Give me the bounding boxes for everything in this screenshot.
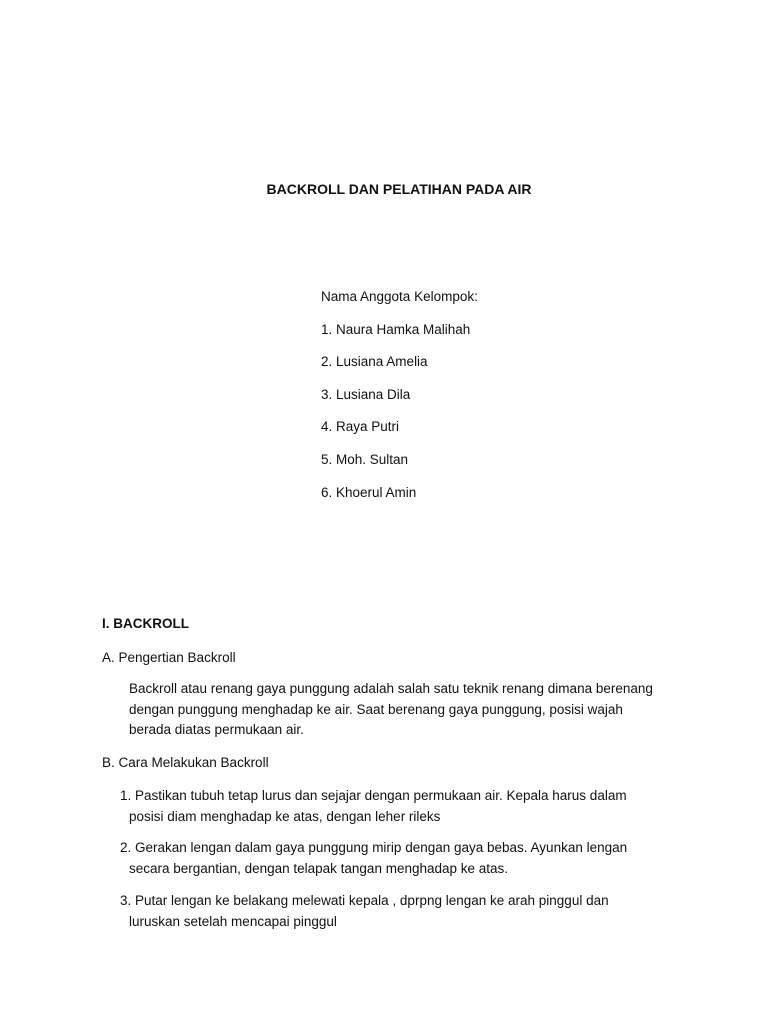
member-item: 3. Lusiana Dila — [321, 386, 411, 402]
paragraph-line: Backroll atau renang gaya punggung adalah salah satu teknik renang dimana berenang — [129, 681, 653, 696]
step-line: 2. Gerakan lengan dalam gaya punggung mirip dengan gaya bebas. Ayunkan lengan — [120, 840, 628, 855]
paragraph-line: berada diatas permukaan air. — [129, 722, 304, 737]
step-item — [120, 838, 680, 879]
step-line-continued: luruskan setelah mencapai pinggul — [129, 913, 337, 929]
section-heading-backroll: I. BACKROLL — [102, 616, 189, 631]
member-list — [321, 288, 721, 516]
document-title: BACKROLL DAN PELATIHAN PADA AIR — [266, 181, 532, 197]
step-line-continued: posisi diam menghadap ke atas, dengan leher rileks — [129, 808, 441, 824]
subheading-cara: B. Cara Melakukan Backroll — [102, 755, 269, 770]
step-line-continued: secara bergantian, dengan telapak tangan menghadap ke atas. — [129, 860, 509, 876]
members-heading: Nama Anggota Kelompok: — [321, 289, 478, 304]
subheading-pengertian: A. Pengertian Backroll — [102, 650, 236, 665]
paragraph-line: dengan punggung menghadap ke air. Saat berenang gaya punggung, posisi wajah — [129, 701, 623, 717]
member-item: 4. Raya Putri — [321, 419, 400, 435]
member-item: 2. Lusiana Amelia — [321, 354, 428, 370]
step-item — [120, 786, 680, 827]
member-item: 6. Khoerul Amin — [321, 484, 417, 500]
member-item: 5. Moh. Sultan — [321, 451, 409, 467]
member-item: 1. Naura Hamka Malihah — [321, 321, 471, 337]
step-line: 1. Pastikan tubuh tetap lurus dan sejajar dengan permukaan air. Kepala harus dalam — [120, 788, 627, 803]
step-line: 3. Putar lengan ke belakang melewati kepala , dprpng lengan ke arah pinggul dan — [120, 893, 609, 908]
step-item — [120, 891, 680, 932]
paragraph-pengertian — [129, 679, 689, 741]
